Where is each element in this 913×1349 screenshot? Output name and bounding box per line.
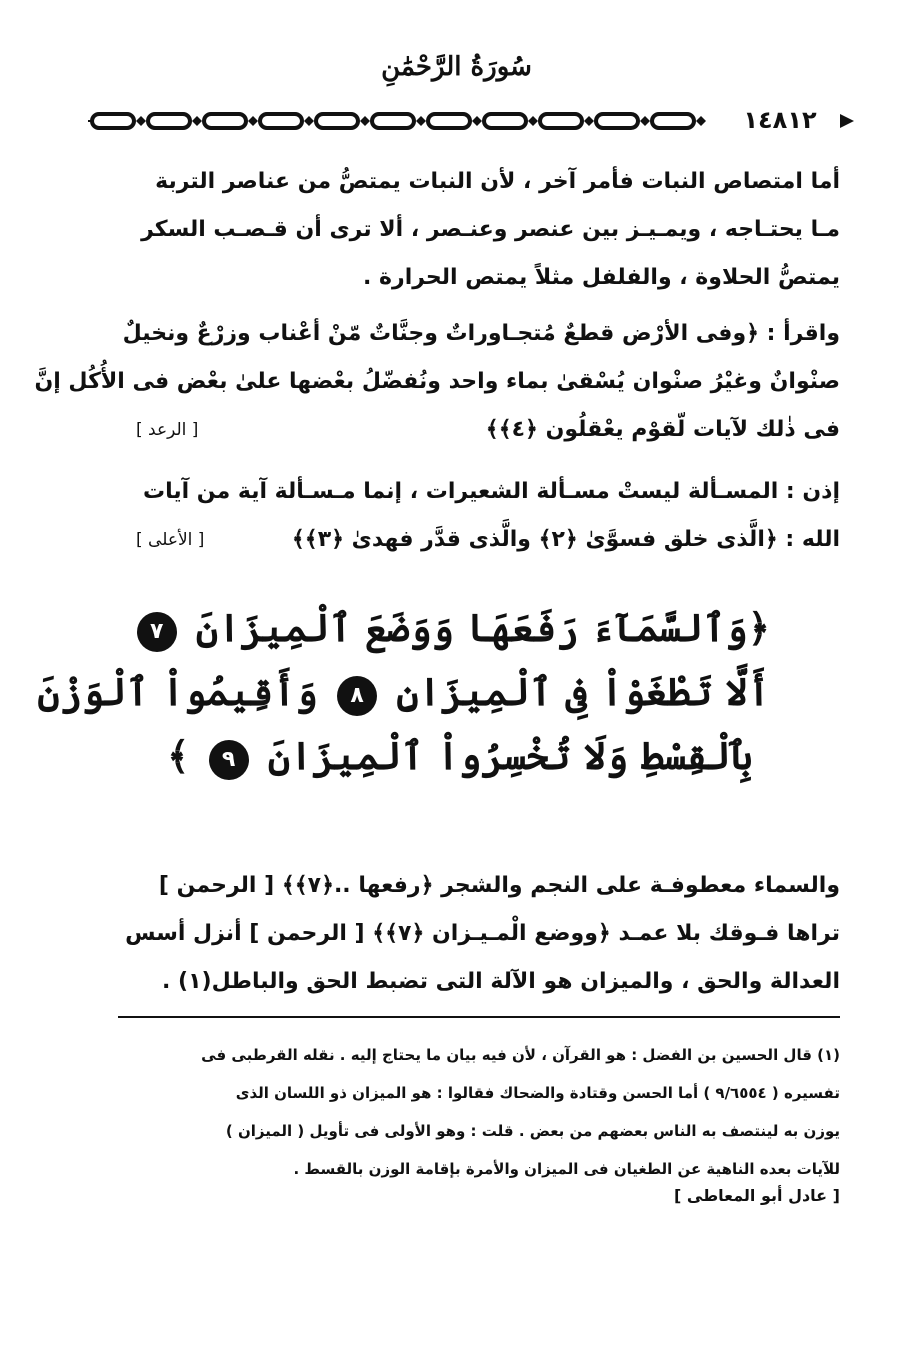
text-line: واقرأ : ﴿وفى الأرْض قطعٌ مُتجـاوراتٌ وجنَّاتٌ مّنْ أعْناب وزرْعٌ ونخيلٌ (122, 321, 840, 346)
footnote-line: (١) قال الحسين بن الفضل : هو القرآن ، لأن فيه بيان ما يحتاج إليه . نقله القرطبى فى (201, 1046, 840, 1064)
paragraph-surah-aala-quote (118, 468, 840, 564)
footnote (118, 1036, 840, 1188)
paragraph-plant-absorption (118, 158, 840, 302)
footnote-line: تفسيره ( ٩/٦٥٥٤ ) أما الحسن وقتادة والضحاك فقالوا : هو الميزان ذو اللسان الذى (235, 1084, 840, 1102)
verse-line (150, 596, 770, 660)
verse-text: وَأَقِيمُواْ ٱلْوَزْنَ (37, 669, 318, 714)
text-line: صنْوانٌ وغيْرُ صنْوان يُسْقىٰ بماء واحد ونُفضّلُ بعْضها علىٰ بعْض فى الأُكُل إنَّ (34, 369, 840, 394)
verse-text: بِٱلْقِسْطِ وَلَا تُخْسِرُواْ ٱلْمِيزَانَ (267, 733, 753, 778)
footnote-divider (118, 1016, 840, 1018)
surah-title: سُورَةُ الرَّحْمَٰنِ (381, 52, 532, 82)
verse-line (37, 660, 770, 724)
text-line (118, 406, 840, 454)
text-line: والسماء معطوفـة على النجم والشجر ﴿رفعها ..﴿٧﴾﴾ [ الرحمن ] (158, 873, 840, 898)
verse-line (150, 724, 770, 788)
text-line: أما امتصاص النبات فأمر آخر ، لأن النبات يمتصُّ من عناصر التربة (155, 169, 840, 194)
ayah-number-badge: ٧ (137, 612, 177, 652)
text-line: تراها فـوقك بلا عمـد ﴿ووضع الْمـيـزان ﴿٧﴾﴾ [ الرحمن ] أنزل أسس (125, 921, 840, 946)
verse-text: أَلَّا تَطْغَوْاْ فِى ٱلْمِيزَانِ (396, 669, 770, 714)
footnote-line: للآيات بعده الناهية عن الطغيان فى الميزان والأمرة بإقامة الوزن بالقسط . (293, 1160, 840, 1178)
verse-text: ﴿وَٱلسَّمَآءَ رَفَعَهَا وَوَضَعَ ٱلْمِيزَانَ (195, 605, 770, 650)
page-number: ١٤٨١٢ (738, 104, 822, 136)
verse-text: الله : ﴿الَّذى خلق فسوَّىٰ ﴿٢﴾ والَّذى قدَّر فهدىٰ ﴿٣﴾﴾ (291, 527, 840, 552)
footnote-line: يوزن به لينتصف به الناس بعضهم من بعض . قلت : وهو الأولى فى تأويل ( الميزان ) (225, 1122, 840, 1140)
text-line: العدالة والحق ، والميزان هو الآلة التى تضبط الحق والباطل(١) . (162, 969, 840, 994)
ayah-number-badge: ٩ (209, 740, 249, 780)
surah-reference: [ الأعلى ] (136, 530, 205, 550)
surah-reference: [ الرعد ] (136, 420, 199, 440)
text-line (118, 516, 840, 564)
footnote-signature: [ عادل أبو المعاطى ] (674, 1186, 840, 1205)
verse-end-bracket: ﴾ (167, 733, 190, 778)
quran-verses-block (37, 596, 770, 788)
text-line: مـا يحتـاجه ، ويمـيـز بين عنصر وعنـصر ، ألا ترى أن قـصـب السكر (141, 217, 840, 242)
ayah-number-badge: ٨ (337, 676, 377, 716)
paragraph-surah-raad-quote (34, 310, 840, 454)
text-line: يمتصُّ الحلاوة ، والفلفل مثلاً يمتص الحرارة . (363, 265, 840, 290)
text-line: إذن : المسـألة ليستْ مسـألة الشعيرات ، إنما مـسـألة آية من آيات (142, 479, 840, 504)
paragraph-explanation (118, 862, 840, 1006)
verse-text: فى ذٰلك لآيات لّقوْم يعْقلُون ﴿٤﴾﴾ (485, 417, 840, 442)
